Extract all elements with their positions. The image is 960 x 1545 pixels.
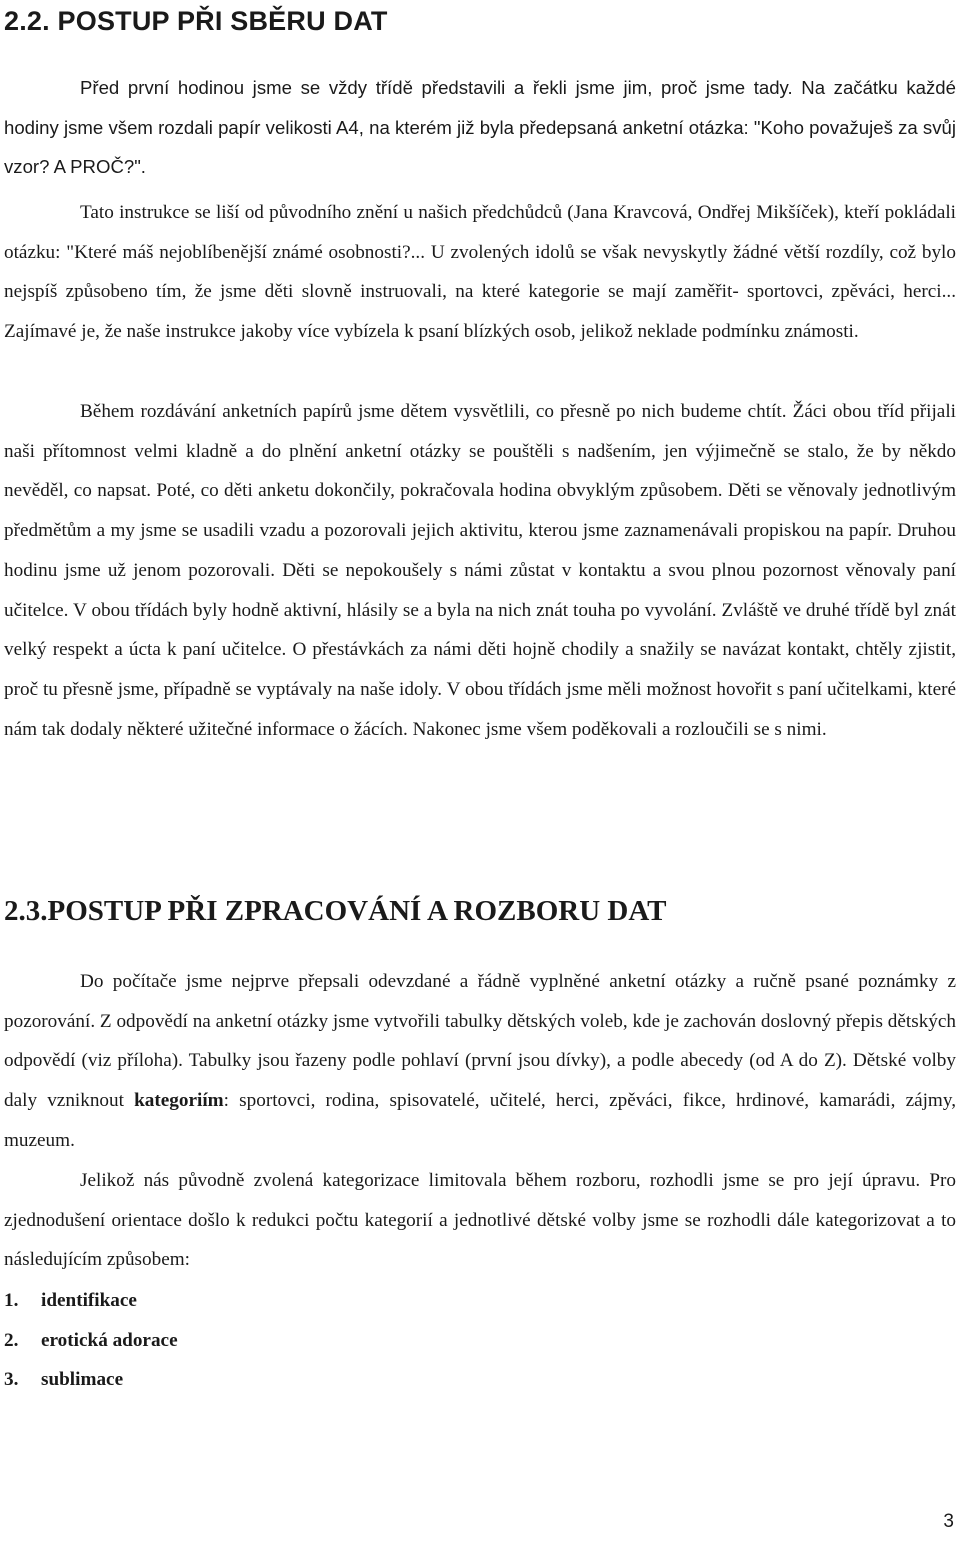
list-item (4, 1360, 178, 1400)
paragraph-intro-text: Před první hodinou jsme se vždy třídě představili a řekli jsme jim, proč jsme tady. Na začátku každé hodiny jsme všem rozdali papír velikosti A4, na kterém již byla předepsaná anketní otázka: "Koho považuješ za svůj vzor? A PROČ?". (4, 77, 956, 178)
categories-term: kategoriím (134, 1090, 224, 1112)
list-item-label: identifikace (41, 1290, 137, 1311)
paragraph-processing-text (4, 962, 956, 1161)
paragraph-distribution (4, 392, 956, 749)
section-heading-2-2: 2.2. POSTUP PŘI SBĚRU DAT (4, 6, 388, 36)
section-heading-2-3: 2.3.POSTUP PŘI ZPRACOVÁNÍ A ROZBORU DAT (4, 895, 667, 927)
paragraph-categorization-text: Jelikož nás původně zvolená kategorizace limitovala během rozboru, rozhodli jsme se pro její úpravu. Pro zjednodušení orientace došlo k redukci počtu kategorií a jednotlivé dětské volby jsme se rozhodli dále kategorizovat a to následujícím způsobem: (4, 1170, 956, 1271)
page-number: 3 (943, 1511, 954, 1532)
paragraph-processing-text-start: Do počítače jsme nejprve přepsali odevzdané a řádně vyplněné anketní otázky a ručně psané poznámky z pozorování. Z odpovědí na anketní otázky jsme vytvořili tabulky dětských voleb, kde je zachován doslovný přepis dětských odpovědí (viz příloha). Tabulky jsou řazeny podle pohlaví (první jsou dívky), a podle abecedy (od A do Z). Dětské volby daly vzniknout (4, 971, 956, 1112)
paragraph-instruction-text: Tato instrukce se liší od původního znění u našich předchůdců (Jana Kravcová, Ondřej Mikšíček), kteří pokládali otázku: "Které máš nejoblíbenější známé osobnosti?... U zvolených idolů se však nevyskytly žádné větší rozdíly, což bylo nejspíš způsobeno tím, že jsme děti slovně instruovali, na které kategorie se mají zaměřit- sportovci, zpěváci, herci... Zajímavé je, že naše instrukce jakoby více vybízela k psaní blízkých osob, jelikož neklade podmínku známosti. (4, 202, 956, 343)
paragraph-processing-text-end: : sportovci, rodina, spisovatelé, učitelé, herci, zpěváci, fikce, hrdinové, kamarádi, zájmy, muzeum. (4, 1090, 956, 1151)
paragraph-categorization (4, 1161, 956, 1280)
paragraph-intro (4, 68, 956, 187)
paragraph-distribution-text: Během rozdávání anketních papírů jsme dětem vysvětlili, co přesně po nich budeme chtít. Žáci obou tříd přijali naši přítomnost velmi kladně a do plnění anketní otázky se pouštěli s nadšením, jen výjimečně se stalo, že by někdo nevěděl, co napsat. Poté, co děti anketu dokončily, pokračovala hodina obvyklým způsobem. Děti se věnovaly jednotlivým předmětům a my jsme se usadili vzadu a pozorovali jejich aktivitu, kterou jsme zaznamenávali propiskou na papír. Druhou hodinu jsme už jenom pozorovali. Děti se nepokoušely s námi zůstat v kontaktu a svou plnou pozornost věnovaly paní učitelce. V obou třídách byly hodně aktivní, hlásily se a byla na nich znát touha po vyvolání. Zvláště ve druhé třídě byl znát velký respekt a úcta k paní učitelce. O přestávkách za námi děti hojně chodily a snažily se navázat kontakt, chtěly zjistit, proč tu přesně jsme, případně se vyptávaly na naše idoly. V obou třídách jsme měli možnost hovořit s paní učitelkami, které nám tak dodaly některé užitečné informace o žácích. Nakonec jsme všem poděkovali a rozloučili se s nimi. (4, 401, 956, 740)
paragraph-instruction (4, 193, 956, 352)
list-item-label: sublimace (41, 1369, 124, 1391)
list-item-number: 1. (4, 1290, 19, 1311)
list-item (4, 1281, 178, 1321)
list-item-number: 3. (4, 1369, 19, 1391)
paragraph-processing (4, 962, 956, 1161)
list-item (4, 1321, 178, 1361)
category-list (4, 1281, 178, 1400)
list-item-label: erotická adorace (41, 1329, 178, 1351)
list-item-number: 2. (4, 1329, 19, 1351)
